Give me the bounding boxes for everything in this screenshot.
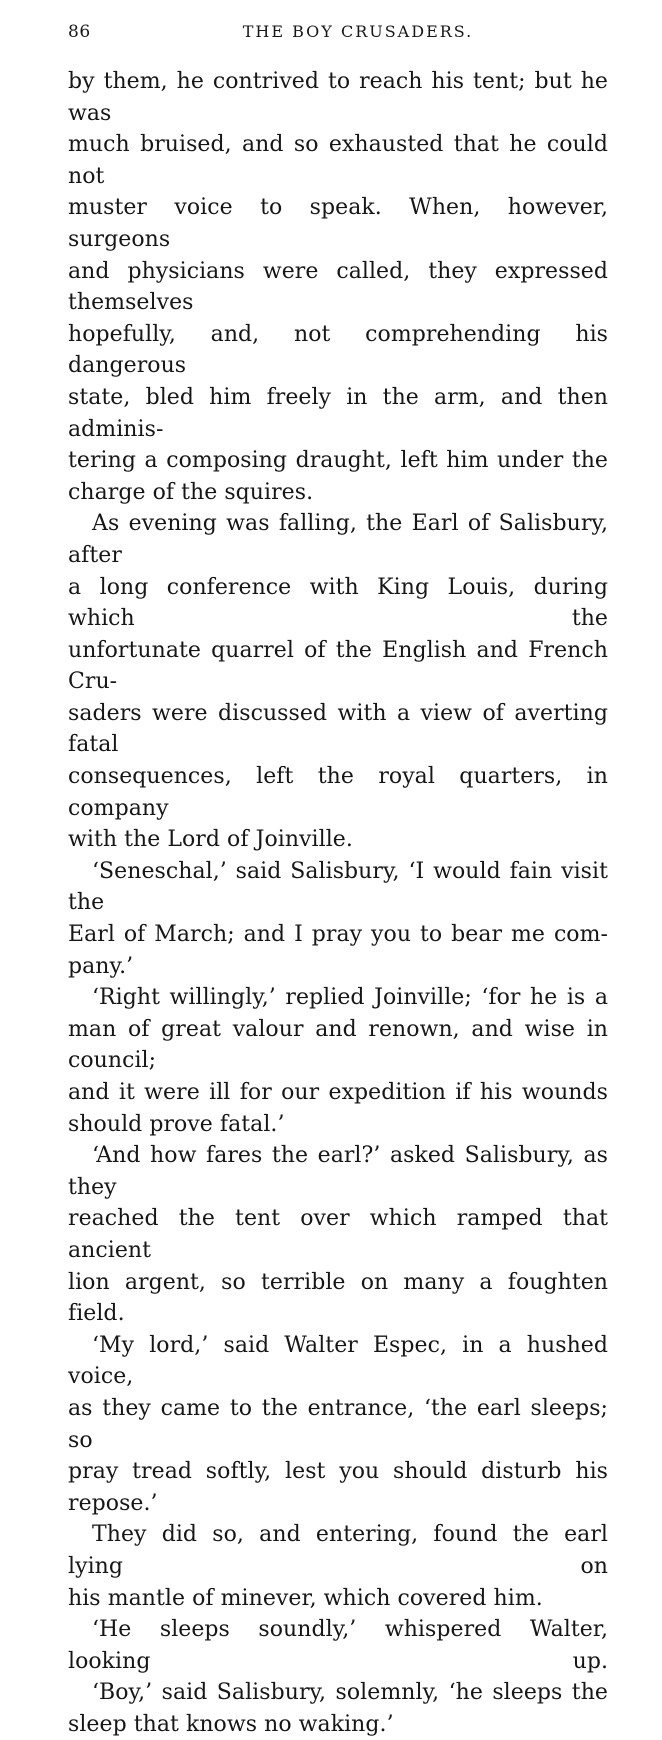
- paragraph-line: and physicians were called, they expressed themselves: [68, 258, 608, 316]
- paragraph-line: charge of the squires.: [68, 479, 314, 505]
- paragraph-line: pray tread softly, lest you should disturb his repose.’: [68, 1459, 608, 1516]
- paragraph-line: reached the tent over which ramped that ancient: [68, 1206, 608, 1263]
- paragraph-line: unfortunate quarrel of the English and French Cru-: [68, 637, 608, 695]
- running-head: THE BOY CRUSADERS.: [242, 22, 474, 41]
- paragraph-line: a long conference with King Louis, during which the: [68, 574, 608, 632]
- paragraph-line: ‘And how fares the earl?’ asked Salisbury, as they: [68, 1143, 608, 1200]
- paragraph-line: hopefully, and, not comprehending his dangerous: [68, 321, 608, 379]
- paragraph-line: Earl of March; and I pray you to bear me com-: [68, 922, 608, 948]
- paragraph-line: by them, he contrived to reach his tent; but he was: [68, 69, 608, 126]
- page-header: [68, 22, 608, 50]
- paragraph-line: They did so, and entering, found the earl lying on: [68, 1522, 608, 1579]
- paragraph-line: man of great valour and renown, and wise in council;: [68, 1016, 608, 1074]
- paragraph-line: much bruised, and so exhausted that he could not: [68, 132, 608, 189]
- paragraph-line: ‘Boy,’ said Salisbury, solemnly, ‘he sleeps the: [92, 1680, 608, 1706]
- paragraph-line: lion argent, so terrible on many a foughten field.: [68, 1269, 608, 1327]
- body-text: [68, 66, 608, 1740]
- paragraph-line: pany.’: [68, 953, 134, 979]
- paragraph-line: his mantle of minever, which covered him.: [68, 1585, 543, 1611]
- paragraph-line: ‘My lord,’ said Walter Espec, in a hushed voice,: [68, 1332, 608, 1390]
- paragraph-line: should prove fatal.’: [68, 1111, 285, 1137]
- paragraph-line: with the Lord of Joinville.: [68, 827, 353, 853]
- paragraph-line: tering a composing draught, left him under the: [68, 448, 608, 474]
- paragraph-line: muster voice to speak. When, however, surgeons: [68, 195, 608, 252]
- paragraph-line: consequences, left the royal quarters, in company: [68, 764, 608, 821]
- paragraph-line: and it were ill for our expedition if his wounds: [68, 1080, 608, 1105]
- paragraph-line: as they came to the entrance, ‘the earl sleeps; so: [68, 1395, 608, 1453]
- paragraph-line: saders were discussed with a view of averting fatal: [68, 700, 608, 758]
- page-number: 86: [68, 22, 91, 42]
- paragraph-line: ‘Seneschal,’ said Salisbury, ‘I would fain visit the: [68, 858, 608, 916]
- paragraph-line: sleep that knows no waking.’: [68, 1711, 394, 1737]
- paragraph-line: ‘He sleeps soundly,’ whispered Walter, looking up.: [68, 1617, 608, 1674]
- paragraph-line: state, bled him freely in the arm, and then adminis-: [68, 384, 608, 442]
- paragraph-line: As evening was falling, the Earl of Salisbury, after: [68, 511, 608, 568]
- paragraph-line: ‘Right willingly,’ replied Joinville; ‘for he is a: [92, 985, 608, 1011]
